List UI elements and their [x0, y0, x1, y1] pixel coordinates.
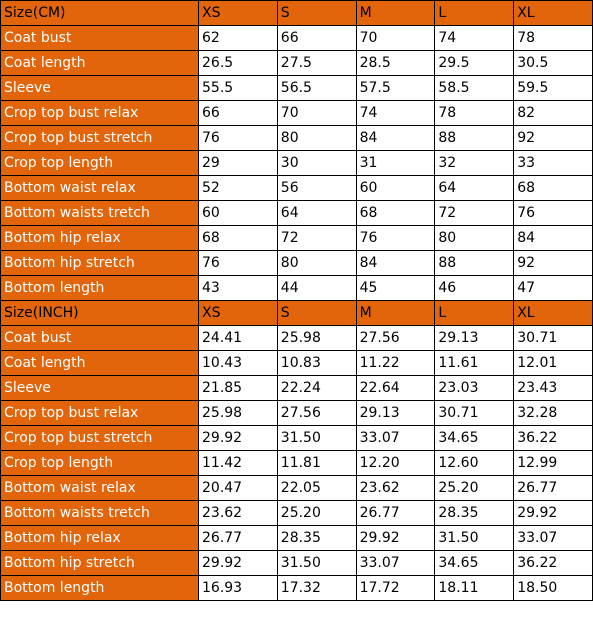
measurement-label: Bottom waist relax — [1, 176, 199, 201]
size-chart-body — [1, 1, 593, 601]
measurement-value: 28.35 — [277, 526, 356, 551]
measurement-value: 84 — [356, 126, 435, 151]
size-header-cell: XS — [199, 1, 278, 26]
measurement-value: 26.5 — [199, 51, 278, 76]
measurement-value: 29.5 — [435, 51, 514, 76]
measurement-value: 46 — [435, 276, 514, 301]
measurement-value: 12.60 — [435, 451, 514, 476]
measurement-label: Bottom hip stretch — [1, 251, 199, 276]
measurement-value: 26.77 — [514, 476, 593, 501]
table-row — [1, 326, 593, 351]
measurement-value: 47 — [514, 276, 593, 301]
measurement-label: Bottom waists tretch — [1, 201, 199, 226]
table-row — [1, 51, 593, 76]
measurement-value: 64 — [277, 201, 356, 226]
measurement-value: 25.20 — [277, 501, 356, 526]
measurement-value: 70 — [356, 26, 435, 51]
measurement-value: 80 — [277, 251, 356, 276]
measurement-value: 28.5 — [356, 51, 435, 76]
measurement-value: 76 — [199, 251, 278, 276]
measurement-value: 11.22 — [356, 351, 435, 376]
measurement-value: 10.43 — [199, 351, 278, 376]
measurement-value: 74 — [435, 26, 514, 51]
measurement-value: 21.85 — [199, 376, 278, 401]
measurement-value: 29.92 — [199, 426, 278, 451]
measurement-value: 45 — [356, 276, 435, 301]
measurement-value: 10.83 — [277, 351, 356, 376]
measurement-label: Crop top length — [1, 151, 199, 176]
measurement-value: 58.5 — [435, 76, 514, 101]
measurement-label: Bottom hip stretch — [1, 551, 199, 576]
measurement-value: 27.56 — [356, 326, 435, 351]
measurement-label: Crop top bust relax — [1, 101, 199, 126]
table-row — [1, 526, 593, 551]
measurement-value: 29.92 — [356, 526, 435, 551]
measurement-value: 31.50 — [277, 551, 356, 576]
measurement-value: 84 — [356, 251, 435, 276]
measurement-value: 68 — [199, 226, 278, 251]
size-header-cell: M — [356, 1, 435, 26]
table-row — [1, 376, 593, 401]
measurement-value: 12.99 — [514, 451, 593, 476]
table-row — [1, 426, 593, 451]
measurement-value: 23.62 — [356, 476, 435, 501]
measurement-value: 88 — [435, 251, 514, 276]
measurement-label: Coat bust — [1, 326, 199, 351]
measurement-value: 25.98 — [277, 326, 356, 351]
measurement-value: 29.13 — [435, 326, 514, 351]
size-header-cell: S — [277, 301, 356, 326]
measurement-value: 78 — [435, 101, 514, 126]
measurement-value: 24.41 — [199, 326, 278, 351]
measurement-value: 30.5 — [514, 51, 593, 76]
measurement-value: 27.5 — [277, 51, 356, 76]
measurement-value: 78 — [514, 26, 593, 51]
measurement-value: 60 — [356, 176, 435, 201]
size-header-cell: L — [435, 1, 514, 26]
measurement-value: 11.42 — [199, 451, 278, 476]
header-row-cm — [1, 1, 593, 26]
table-row — [1, 501, 593, 526]
measurement-value: 84 — [514, 226, 593, 251]
measurement-value: 11.81 — [277, 451, 356, 476]
measurement-value: 66 — [199, 101, 278, 126]
measurement-value: 23.43 — [514, 376, 593, 401]
measurement-value: 17.72 — [356, 576, 435, 601]
measurement-value: 25.98 — [199, 401, 278, 426]
unit-header-cell: Size(INCH) — [1, 301, 199, 326]
measurement-value: 92 — [514, 251, 593, 276]
measurement-label: Coat length — [1, 51, 199, 76]
table-row — [1, 451, 593, 476]
measurement-label: Coat bust — [1, 26, 199, 51]
measurement-value: 22.64 — [356, 376, 435, 401]
table-row — [1, 551, 593, 576]
measurement-value: 52 — [199, 176, 278, 201]
measurement-value: 92 — [514, 126, 593, 151]
measurement-value: 55.5 — [199, 76, 278, 101]
measurement-value: 16.93 — [199, 576, 278, 601]
measurement-value: 23.62 — [199, 501, 278, 526]
measurement-value: 62 — [199, 26, 278, 51]
measurement-value: 22.24 — [277, 376, 356, 401]
measurement-value: 18.50 — [514, 576, 593, 601]
measurement-value: 80 — [277, 126, 356, 151]
measurement-value: 33.07 — [356, 426, 435, 451]
measurement-value: 60 — [199, 201, 278, 226]
measurement-label: Crop top bust stretch — [1, 426, 199, 451]
measurement-value: 80 — [435, 226, 514, 251]
size-header-cell: S — [277, 1, 356, 26]
measurement-label: Crop top length — [1, 451, 199, 476]
measurement-value: 76 — [514, 201, 593, 226]
unit-header-cell: Size(CM) — [1, 1, 199, 26]
measurement-value: 72 — [435, 201, 514, 226]
measurement-value: 34.65 — [435, 551, 514, 576]
table-row — [1, 401, 593, 426]
measurement-value: 29.13 — [356, 401, 435, 426]
measurement-value: 29.92 — [199, 551, 278, 576]
measurement-value: 59.5 — [514, 76, 593, 101]
measurement-label: Bottom waist relax — [1, 476, 199, 501]
measurement-label: Crop top bust stretch — [1, 126, 199, 151]
size-header-cell: L — [435, 301, 514, 326]
measurement-value: 20.47 — [199, 476, 278, 501]
measurement-value: 64 — [435, 176, 514, 201]
measurement-value: 31 — [356, 151, 435, 176]
measurement-value: 76 — [356, 226, 435, 251]
table-row — [1, 276, 593, 301]
measurement-label: Bottom waists tretch — [1, 501, 199, 526]
measurement-value: 32 — [435, 151, 514, 176]
measurement-value: 29 — [199, 151, 278, 176]
table-row — [1, 101, 593, 126]
measurement-value: 29.92 — [514, 501, 593, 526]
measurement-value: 76 — [199, 126, 278, 151]
measurement-value: 68 — [514, 176, 593, 201]
measurement-value: 25.20 — [435, 476, 514, 501]
measurement-value: 28.35 — [435, 501, 514, 526]
measurement-value: 66 — [277, 26, 356, 51]
measurement-value: 68 — [356, 201, 435, 226]
measurement-value: 26.77 — [199, 526, 278, 551]
size-header-cell: XL — [514, 301, 593, 326]
measurement-value: 74 — [356, 101, 435, 126]
table-row — [1, 226, 593, 251]
measurement-value: 57.5 — [356, 76, 435, 101]
header-row-inch — [1, 301, 593, 326]
measurement-value: 36.22 — [514, 551, 593, 576]
measurement-value: 30.71 — [514, 326, 593, 351]
measurement-label: Bottom hip relax — [1, 526, 199, 551]
measurement-value: 33.07 — [514, 526, 593, 551]
measurement-value: 82 — [514, 101, 593, 126]
measurement-value: 33 — [514, 151, 593, 176]
measurement-value: 12.01 — [514, 351, 593, 376]
measurement-value: 12.20 — [356, 451, 435, 476]
table-row — [1, 201, 593, 226]
measurement-label: Bottom hip relax — [1, 226, 199, 251]
table-row — [1, 476, 593, 501]
measurement-value: 44 — [277, 276, 356, 301]
size-header-cell: XS — [199, 301, 278, 326]
table-row — [1, 26, 593, 51]
measurement-label: Bottom length — [1, 276, 199, 301]
measurement-value: 27.56 — [277, 401, 356, 426]
measurement-value: 33.07 — [356, 551, 435, 576]
measurement-value: 31.50 — [435, 526, 514, 551]
measurement-value: 30.71 — [435, 401, 514, 426]
measurement-label: Coat length — [1, 351, 199, 376]
measurement-value: 36.22 — [514, 426, 593, 451]
measurement-value: 56 — [277, 176, 356, 201]
table-row — [1, 351, 593, 376]
measurement-value: 22.05 — [277, 476, 356, 501]
measurement-value: 70 — [277, 101, 356, 126]
measurement-label: Sleeve — [1, 376, 199, 401]
measurement-label: Crop top bust relax — [1, 401, 199, 426]
table-row — [1, 251, 593, 276]
measurement-value: 32.28 — [514, 401, 593, 426]
measurement-value: 72 — [277, 226, 356, 251]
measurement-value: 17.32 — [277, 576, 356, 601]
table-row — [1, 126, 593, 151]
measurement-value: 34.65 — [435, 426, 514, 451]
measurement-value: 30 — [277, 151, 356, 176]
table-row — [1, 151, 593, 176]
measurement-value: 26.77 — [356, 501, 435, 526]
measurement-value: 31.50 — [277, 426, 356, 451]
size-header-cell: XL — [514, 1, 593, 26]
measurement-value: 43 — [199, 276, 278, 301]
table-row — [1, 76, 593, 101]
measurement-value: 11.61 — [435, 351, 514, 376]
table-row — [1, 176, 593, 201]
measurement-value: 18.11 — [435, 576, 514, 601]
measurement-label: Bottom length — [1, 576, 199, 601]
measurement-label: Sleeve — [1, 76, 199, 101]
table-row — [1, 576, 593, 601]
measurement-value: 23.03 — [435, 376, 514, 401]
measurement-value: 88 — [435, 126, 514, 151]
measurement-value: 56.5 — [277, 76, 356, 101]
size-header-cell: M — [356, 301, 435, 326]
